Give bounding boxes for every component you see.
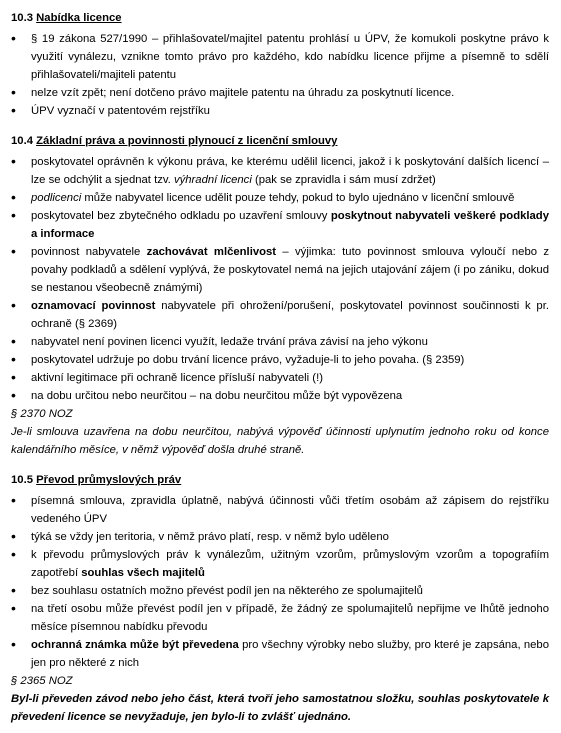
bullet-icon: •: [11, 492, 16, 508]
list-item-text: ochranná známka může být převedena pro všechny výrobky nebo služby, pro které je zapsána, nebo jen pro některé z nich: [31, 639, 549, 669]
section-heading-10-3: [11, 12, 122, 24]
list-item-text: k převodu průmyslových práv k vynálezům, užitným vzorům, průmyslovým vzorům a topografiím zapotřebí souhlas všech majitelů: [31, 549, 549, 579]
list-item-text: písemná smlouva, zpravidla úplatně, nabývá účinnosti vůči třetím osobám až zápisem do rejstříku vedeného ÚPV: [31, 495, 549, 525]
list-item: [11, 600, 549, 636]
list-item-text: na třetí osobu může převést podíl jen v případě, že žádný ze spolumajitelů nepřijme ve lhůtě jednoho měsíce písemnou nabídku převodu: [31, 603, 549, 633]
list-item-text: nabyvatel není povinen licenci využít, ledaže trvání práva závisí na jeho výkonu: [31, 336, 428, 348]
list-item-text: § 19 zákona 527/1990 – přihlašovatel/majitel patentu prohlásí u ÚPV, že komukoli poskytne právo k využití vynálezu, vznikne tomto právo pro každého, kdo nabídku licence přijme a písemně to sdělí přihlašovateli/majiteli patentu: [31, 33, 549, 81]
list-item-text: oznamovací povinnost nabyvatele při ohrožení/porušení, poskytovatel povinnost součinnosti k pr. ochraně (§ 2369): [31, 300, 549, 330]
bullet-icon: •: [11, 546, 16, 562]
list-item-text: ÚPV vyznačí v patentovém rejstříku: [31, 105, 210, 117]
section-title: Základní práva a povinnosti plynoucí z licenční smlouvy: [36, 135, 338, 147]
bullet-icon: •: [11, 207, 16, 223]
section-title: Nabídka licence: [36, 12, 122, 24]
list-item: [11, 387, 549, 405]
bullet-icon: •: [11, 243, 16, 259]
list-item-text: poskytovatel oprávněn k výkonu práva, ke kterému udělil licenci, jakož i k poskytování dalších licencí – lze se odchýlit a sjednat tzv. výhradní licenci (pak se zpravidla i sám musí zdržet): [31, 156, 549, 186]
list-item: [11, 102, 549, 120]
list-item-text: týká se vždy jen teritoria, v němž právo platí, resp. v němž bylo uděleno: [31, 531, 389, 543]
list-item: [11, 369, 549, 387]
bullet-icon: •: [11, 30, 16, 46]
law-reference: § 2365 NOZ: [11, 675, 73, 687]
list-item-text: aktivní legitimace při ochraně licence přísluší nabyvateli (!): [31, 372, 323, 384]
list-item: [11, 492, 549, 528]
bullet-icon: •: [11, 528, 16, 544]
list-item: [11, 189, 549, 207]
section-title: Převod průmyslových práv: [36, 474, 182, 486]
section-heading-10-5: [11, 474, 181, 486]
list-item-text: nelze vzít zpět; není dotčeno právo majitele patentu na úhradu za poskytnutí licence.: [31, 87, 455, 99]
bullet-icon: •: [11, 582, 16, 598]
list-item: [11, 297, 549, 333]
list-item: [11, 243, 549, 297]
bullet-icon: •: [11, 369, 16, 385]
list-item-text: na dobu určitou nebo neurčitou – na dobu neurčitou může být vypovězena: [31, 390, 403, 402]
bullet-icon: •: [11, 351, 16, 367]
bullet-icon: •: [11, 636, 16, 652]
list-item: [11, 153, 549, 189]
bullet-icon: •: [11, 297, 16, 313]
list-item: [11, 528, 549, 546]
list-item-text: povinnost nabyvatele zachovávat mlčenlivost – výjimka: tuto povinnost smlouva vyloučí nebo z povahy podkladů a sdělení vyplývá, že poskytovatel nemá na jejich utajování zájem (i po zániku, dokud se nestanou všeobecně známými): [31, 246, 550, 294]
bullet-icon: •: [11, 600, 16, 616]
bullet-icon: •: [11, 102, 16, 118]
list-item-text: podlicenci může nabyvatel licence udělit pouze tehdy, pokud to bylo ujednáno v licenční smlouvě: [31, 192, 515, 204]
bullet-icon: •: [11, 84, 16, 100]
list-item: [11, 333, 549, 351]
bullet-icon: •: [11, 153, 16, 169]
section-number: 10.5: [11, 474, 33, 486]
law-quote: Je-li smlouva uzavřena na dobu neurčitou, nabývá výpověď účinnosti uplynutím jednoho roku od konce kalendářního měsíce, v němž výpověď došla druhé straně.: [11, 426, 549, 456]
list-item: [11, 351, 549, 369]
section-number: 10.4: [11, 135, 33, 147]
list-item: [11, 636, 549, 672]
list-item: [11, 546, 549, 582]
list-item: [11, 207, 549, 243]
section-number: 10.3: [11, 12, 33, 24]
bullet-icon: •: [11, 387, 16, 403]
bullet-icon: •: [11, 333, 16, 349]
list-item-text: bez souhlasu ostatních možno převést podíl jen na některého ze spolumajitelů: [31, 585, 423, 597]
section-heading-10-4: [11, 135, 337, 147]
list-item: [11, 30, 549, 84]
bullet-icon: •: [11, 189, 16, 205]
list-item-text: poskytovatel bez zbytečného odkladu po uzavření smlouvy poskytnout nabyvateli veškeré podklady a informace: [31, 210, 549, 240]
law-reference: § 2370 NOZ: [11, 408, 73, 420]
list-item: [11, 84, 549, 102]
list-item-text: poskytovatel udržuje po dobu trvání licence právo, vyžaduje-li to jeho povaha. (§ 2359): [31, 354, 465, 366]
list-item: [11, 582, 549, 600]
law-quote: Byl-li převeden závod nebo jeho část, která tvoří jeho samostatnou složku, souhlas poskytovatele k převedení licence se nevyžaduje, jen bylo-li to zvlášť ujednáno.: [11, 693, 549, 723]
